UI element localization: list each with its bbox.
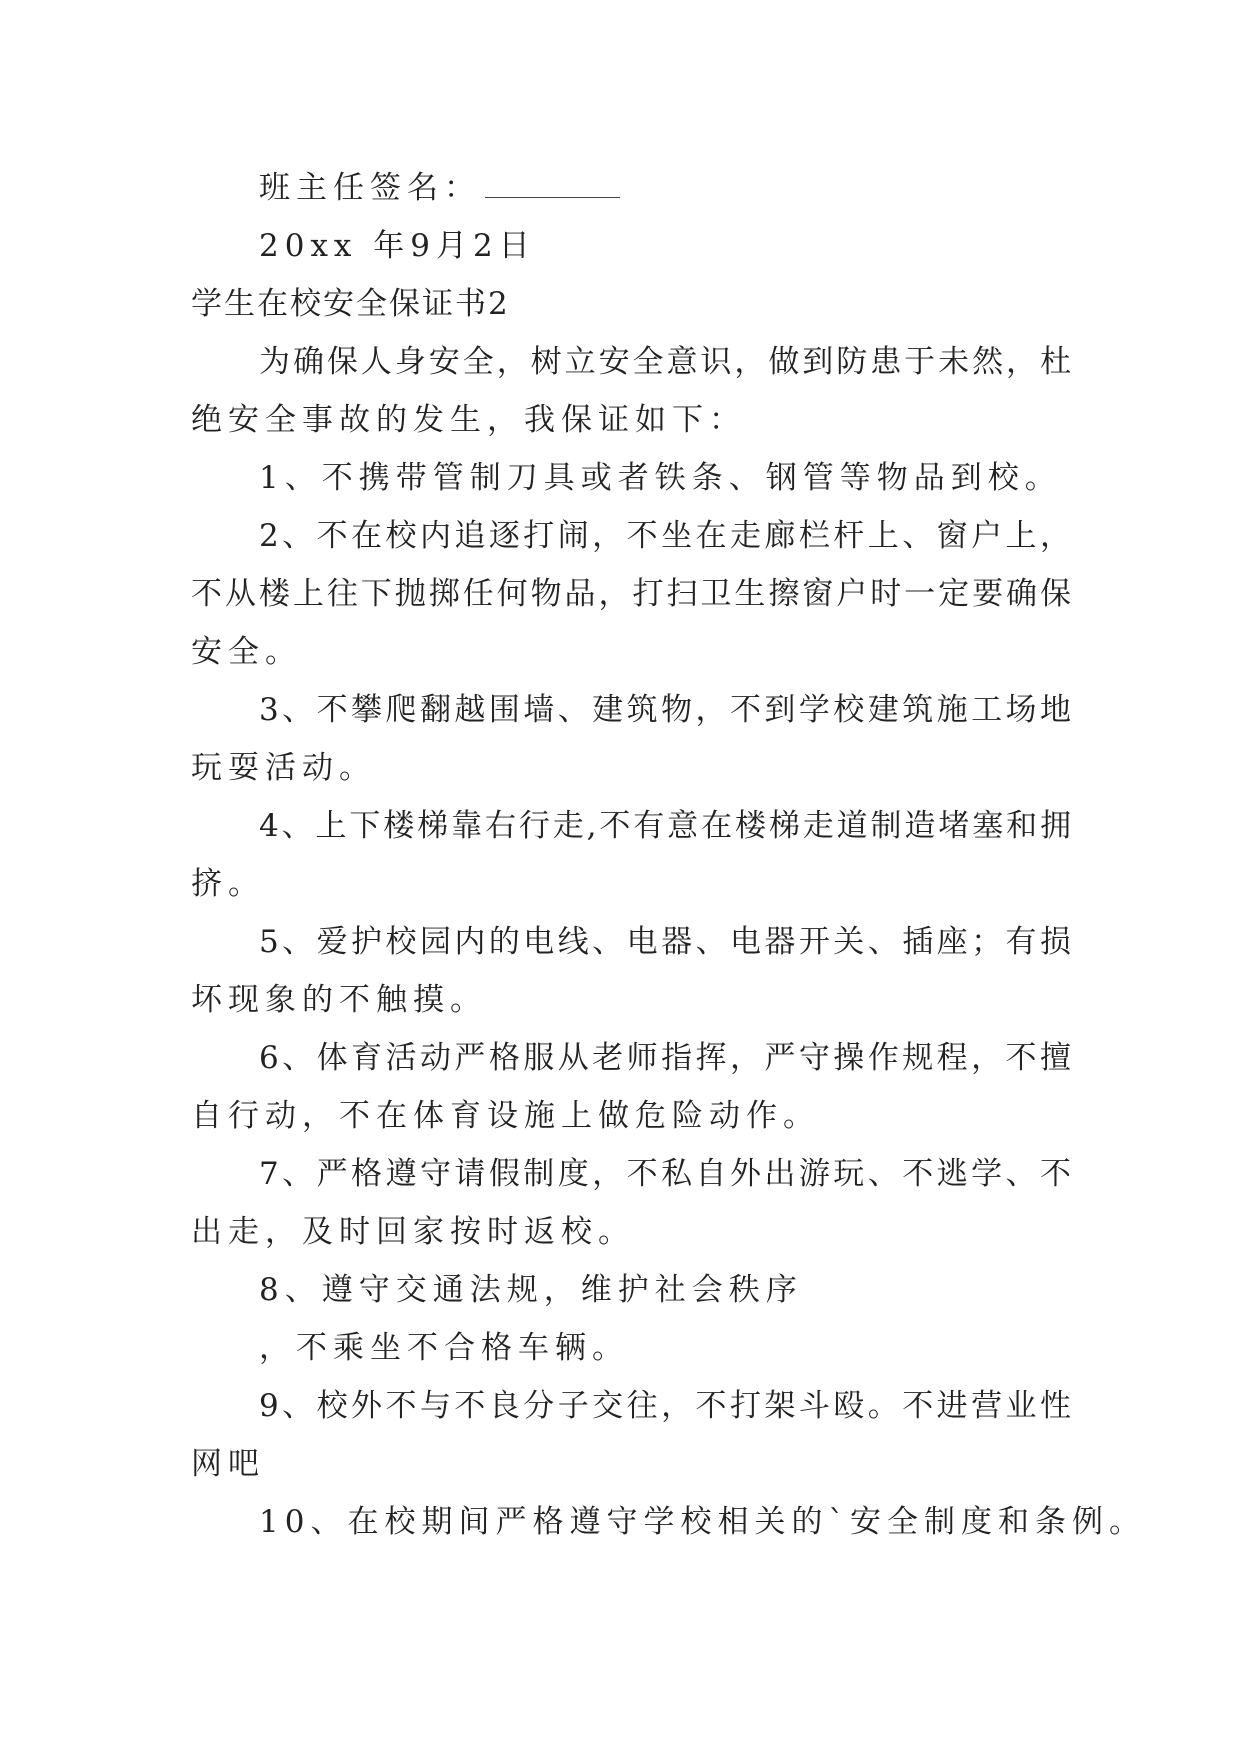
item-2-line-2: 不从楼上往下抛掷任何物品，打扫卫生擦窗户时一定要确保 [191,576,1071,612]
item-9-line-1: 9、校外不与不良分子交往，不打架斗殴。不进营业性 [259,1388,1071,1424]
item-3-line-2: 玩耍活动。 [191,750,376,786]
signature-line [259,168,1071,208]
item-5-line-1: 5、爱护校园内的电线、电器、电器开关、插座；有损 [259,924,1071,960]
item-8-line-1: 8、遵守交通法规，维护社会秩序 [259,1272,803,1308]
signature-label: 班主任签名： [259,170,481,206]
signature-blank [485,169,620,198]
item-6-line-2: 自行动，不在体育设施上做危险动作。 [191,1098,820,1134]
item-10-line-1: 10、在校期间严格遵守学校相关的`安全制度和条例。 [259,1504,1146,1540]
item-5-line-2: 坏现象的不触摸。 [191,982,487,1018]
intro-line-1: 为确保人身安全，树立安全意识，做到防患于未然，杜 [259,344,1071,380]
item-4-line-2: 挤。 [191,866,265,902]
item-2-line-3: 安全。 [191,634,302,670]
date-line: 20xx 年9月2日 [259,228,536,264]
document-title: 学生在校安全保证书2 [191,286,510,322]
intro-line-2: 绝安全事故的发生，我保证如下： [191,402,746,438]
item-8-line-2: ，不乘坐不合格车辆。 [259,1330,629,1366]
item-9-line-2: 网吧 [191,1446,265,1482]
item-7-line-1: 7、严格遵守请假制度，不私自外出游玩、不逃学、不 [259,1156,1071,1192]
item-7-line-2: 出走，及时回家按时返校。 [191,1214,635,1250]
item-1-line-1: 1、不携带管制刀具或者铁条、钢管等物品到校。 [259,460,1062,496]
item-2-line-1: 2、不在校内追逐打闹，不坐在走廊栏杆上、窗户上， [259,518,1071,554]
item-4-line-1: 4、上下楼梯靠右行走,不有意在楼梯走道制造堵塞和拥 [259,808,1071,844]
item-3-line-1: 3、不攀爬翻越围墙、建筑物，不到学校建筑施工场地 [259,692,1071,728]
item-6-line-1: 6、体育活动严格服从老师指挥，严守操作规程，不擅 [259,1040,1071,1076]
